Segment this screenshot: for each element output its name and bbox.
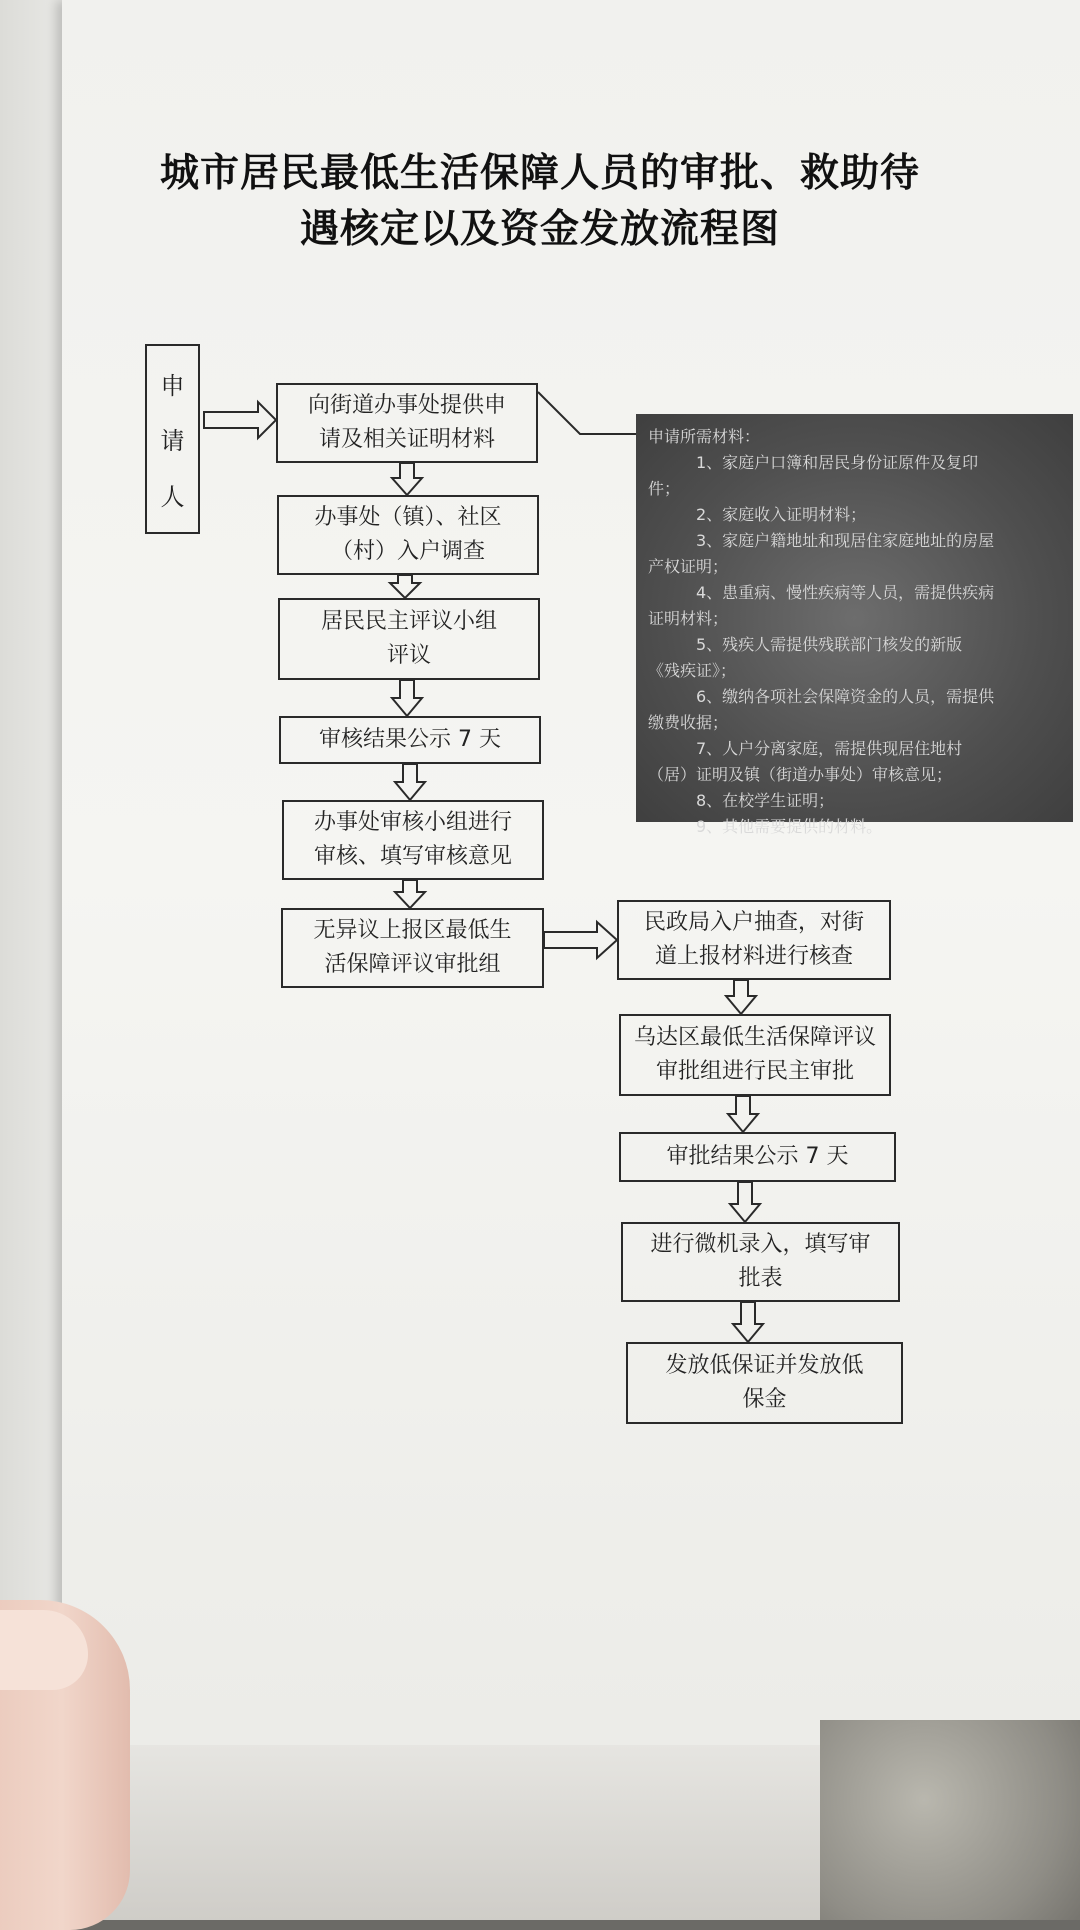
materials-line: 3、家庭户籍地址和现居住家庭地址的房屋 [696, 531, 995, 550]
flow-box-survey [277, 495, 539, 575]
applicant-box [145, 344, 200, 534]
flow-text: 进行微机录入，填写审 [650, 1232, 871, 1257]
flow-text: 请及相关证明材料 [318, 427, 495, 452]
materials-line: 8、在校学生证明； [696, 791, 835, 810]
materials-line: 证明材料； [648, 609, 729, 628]
applicant-char-3: 人 [160, 482, 185, 511]
materials-line: 产权证明； [648, 557, 729, 576]
materials-line: （居）证明及镇（街道办事处）审核意见； [648, 765, 953, 784]
materials-line: 缴费收据； [648, 713, 729, 732]
flow-text: 审批结果公示 7 天 [666, 1144, 849, 1169]
flow-text: 审核、填写审核意见 [313, 844, 512, 869]
page-title-line-2: 遇核定以及资金发放流程图 [299, 206, 780, 252]
thumbnail-nail [0, 1610, 88, 1690]
flow-box-civil-check [617, 900, 891, 980]
flow-box-district-approve [619, 1014, 891, 1096]
materials-heading: 申请所需材料： [648, 427, 761, 446]
flow-text: 乌达区最低生活保障评议 [633, 1025, 876, 1050]
flow-text: 办事处（镇）、社区 [314, 505, 502, 530]
materials-line: 6、缴纳各项社会保障资金的人员，需提供 [696, 687, 995, 706]
flow-text: 活保障评议审批组 [324, 952, 501, 977]
materials-line: 1、家庭户口簿和居民身份证原件及复印 [696, 453, 979, 472]
flow-text: 评议 [386, 643, 431, 668]
flow-text: 居民民主评议小组 [320, 609, 497, 634]
flow-text: 向街道办事处提供申 [307, 393, 506, 418]
flow-box-office-review [282, 800, 544, 880]
fabric-background [70, 1745, 850, 1920]
materials-line: 4、患重病、慢性疾病等人员，需提供疾病 [696, 583, 995, 602]
flow-text: 保金 [742, 1387, 787, 1412]
flow-box-review-group [278, 598, 540, 680]
flow-box-publicity-1 [279, 716, 541, 764]
flow-box-data-entry [621, 1222, 900, 1302]
required-materials-box [636, 414, 1073, 836]
page-title-line-1: 城市居民最低生活保障人员的审批、救助待 [159, 150, 920, 196]
flow-text: 民政局入户抽查，对街 [643, 910, 864, 935]
flow-text: （村）入户调查 [330, 539, 485, 564]
flow-text: 无异议上报区最低生 [313, 918, 512, 943]
fluffy-blanket [820, 1720, 1080, 1920]
flow-text: 发放低保证并发放低 [665, 1353, 864, 1378]
flow-text: 批表 [738, 1266, 783, 1291]
paper-sheet [62, 0, 1080, 1745]
materials-line: 《残疾证》； [648, 661, 737, 680]
materials-line: 2、家庭收入证明材料； [696, 505, 867, 524]
flow-box-issue [626, 1342, 903, 1424]
flow-text: 审批组进行民主审批 [655, 1059, 854, 1084]
flow-box-report [281, 908, 544, 988]
applicant-char-1: 申 [160, 372, 185, 401]
flow-text: 道上报材料进行核查 [654, 944, 853, 969]
applicant-char-2: 请 [160, 427, 185, 456]
flow-text: 办事处审核小组进行 [313, 810, 512, 835]
materials-line: 件； [648, 479, 681, 498]
flow-text: 审核结果公示 7 天 [319, 727, 501, 752]
materials-line: 5、残疾人需提供残联部门核发的新版 [696, 635, 963, 654]
materials-line: 7、人户分离家庭，需提供现居住地村 [696, 739, 963, 758]
materials-line: 9、其他需要提供的材料。 [696, 817, 883, 836]
flow-box-submit [276, 383, 538, 463]
flow-box-publicity-2 [619, 1132, 896, 1182]
